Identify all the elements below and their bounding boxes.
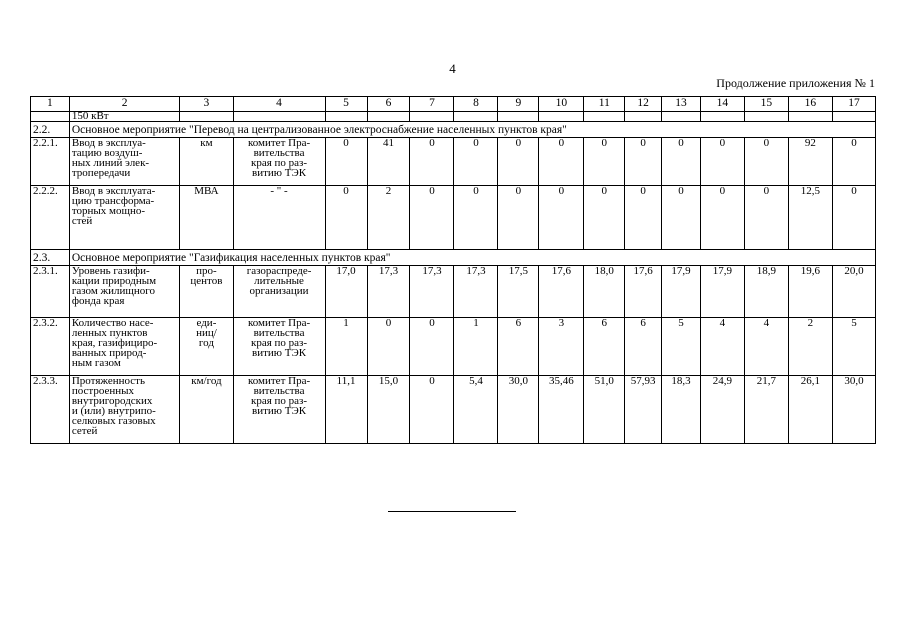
row-value: 0 [454, 138, 498, 186]
section-title: Основное мероприятие "Газификация населенных пунктов края" [69, 250, 875, 266]
column-header: 14 [700, 97, 744, 112]
row-value: 18,3 [662, 376, 701, 444]
row-value: 0 [625, 138, 662, 186]
row-value: 6 [498, 318, 539, 376]
row-unit: км [180, 138, 233, 186]
row-executor: комитет Пра- вительства края по раз- витию ТЭК [233, 318, 325, 376]
column-header: 5 [325, 97, 367, 112]
row-code: 2.2.2. [31, 186, 70, 250]
column-header: 7 [410, 97, 454, 112]
row-name: Ввод в эксплуа- тацию воздуш- ных линий элек- тропередачи [69, 138, 179, 186]
row-value: 11,1 [325, 376, 367, 444]
continuation-caption: Продолжение приложения № 1 [716, 76, 875, 90]
column-header: 17 [832, 97, 875, 112]
column-header: 15 [744, 97, 788, 112]
row-value: 0 [832, 186, 875, 250]
row-value: 24,9 [700, 376, 744, 444]
row-value: 26,1 [788, 376, 832, 444]
section-code: 2.2. [31, 122, 70, 138]
row-executor: комитет Пра- вительства края по раз- витию ТЭК [233, 376, 325, 444]
row-value: 35,46 [539, 376, 584, 444]
row-value: 6 [625, 318, 662, 376]
column-header: 4 [233, 97, 325, 112]
row-name: Уровень газифи- кации природным газом жилищного фонда края [69, 266, 179, 318]
column-header: 16 [788, 97, 832, 112]
row-value: 18,0 [584, 266, 625, 318]
row-value: 3 [539, 318, 584, 376]
row-value: 0 [325, 186, 367, 250]
row-executor: газораспреде- лительные организации [233, 266, 325, 318]
row-value: 0 [744, 138, 788, 186]
row-value: 30,0 [832, 376, 875, 444]
row-value: 0 [498, 186, 539, 250]
row-value: 0 [625, 186, 662, 250]
continued-row-name: 150 кВт [69, 112, 179, 122]
footer-separator-line [388, 511, 516, 512]
row-value: 17,6 [625, 266, 662, 318]
row-value: 6 [584, 318, 625, 376]
row-value: 0 [832, 138, 875, 186]
program-indicators-table [30, 96, 876, 444]
row-value: 12,5 [788, 186, 832, 250]
row-value: 5 [832, 318, 875, 376]
row-code: 2.3.1. [31, 266, 70, 318]
row-value: 0 [584, 186, 625, 250]
row-value: 41 [367, 138, 410, 186]
row-code: 2.3.3. [31, 376, 70, 444]
row-executor: комитет Пра- вительства края по раз- витию ТЭК [233, 138, 325, 186]
table-row [31, 376, 876, 444]
table-row [31, 186, 876, 250]
row-unit: еди- ниц/ год [180, 318, 233, 376]
row-value: 17,3 [367, 266, 410, 318]
table-row [31, 138, 876, 186]
column-header: 3 [180, 97, 233, 112]
column-header: 12 [625, 97, 662, 112]
row-value: 0 [700, 138, 744, 186]
page-number: 4 [449, 61, 456, 76]
row-value: 0 [454, 186, 498, 250]
row-value: 30,0 [498, 376, 539, 444]
row-value: 0 [662, 186, 701, 250]
column-header: 13 [662, 97, 701, 112]
column-header: 10 [539, 97, 584, 112]
row-unit: про- центов [180, 266, 233, 318]
row-value: 5 [662, 318, 701, 376]
row-value: 17,3 [410, 266, 454, 318]
column-header: 1 [31, 97, 70, 112]
row-value: 19,6 [788, 266, 832, 318]
row-value: 0 [325, 138, 367, 186]
row-executor: - " - [233, 186, 325, 250]
row-code: 2.2.1. [31, 138, 70, 186]
section-title: Основное мероприятие "Перевод на централизованное электроснабжение населенных пунктов края" [69, 122, 875, 138]
row-value: 0 [410, 186, 454, 250]
row-name: Количество насе- ленных пунктов края, газифициро- ванных природ- ным газом [69, 318, 179, 376]
column-header: 9 [498, 97, 539, 112]
row-value: 2 [367, 186, 410, 250]
row-value: 57,93 [625, 376, 662, 444]
row-value: 0 [367, 318, 410, 376]
column-header: 2 [69, 97, 179, 112]
row-value: 18,9 [744, 266, 788, 318]
section-code: 2.3. [31, 250, 70, 266]
row-value: 4 [744, 318, 788, 376]
row-value: 17,6 [539, 266, 584, 318]
row-unit: МВА [180, 186, 233, 250]
row-value: 2 [788, 318, 832, 376]
section-row [31, 250, 876, 266]
row-value: 0 [539, 186, 584, 250]
row-value: 0 [700, 186, 744, 250]
row-value: 20,0 [832, 266, 875, 318]
column-header: 6 [367, 97, 410, 112]
row-value: 51,0 [584, 376, 625, 444]
row-value: 0 [584, 138, 625, 186]
row-value: 21,7 [744, 376, 788, 444]
continued-row [31, 112, 876, 122]
table-row [31, 318, 876, 376]
row-value: 1 [325, 318, 367, 376]
row-value: 17,9 [662, 266, 701, 318]
row-value: 17,3 [454, 266, 498, 318]
column-header: 8 [454, 97, 498, 112]
row-value: 0 [744, 186, 788, 250]
header-row [31, 97, 876, 112]
row-unit: км/год [180, 376, 233, 444]
row-value: 17,5 [498, 266, 539, 318]
row-name: Ввод в эксплуата- цию трансформа- торных мощно- стей [69, 186, 179, 250]
row-code: 2.3.2. [31, 318, 70, 376]
row-value: 4 [700, 318, 744, 376]
row-value: 0 [539, 138, 584, 186]
row-value: 15,0 [367, 376, 410, 444]
row-value: 0 [410, 318, 454, 376]
row-value: 5,4 [454, 376, 498, 444]
row-value: 1 [454, 318, 498, 376]
section-row [31, 122, 876, 138]
row-value: 17,0 [325, 266, 367, 318]
row-value: 0 [662, 138, 701, 186]
row-value: 0 [498, 138, 539, 186]
row-value: 17,9 [700, 266, 744, 318]
table-row [31, 266, 876, 318]
row-name: Протяженность построенных внутригородских и (или) внутрипо- селковых газовых сетей [69, 376, 179, 444]
row-value: 0 [410, 138, 454, 186]
row-value: 0 [410, 376, 454, 444]
row-value: 92 [788, 138, 832, 186]
column-header: 11 [584, 97, 625, 112]
